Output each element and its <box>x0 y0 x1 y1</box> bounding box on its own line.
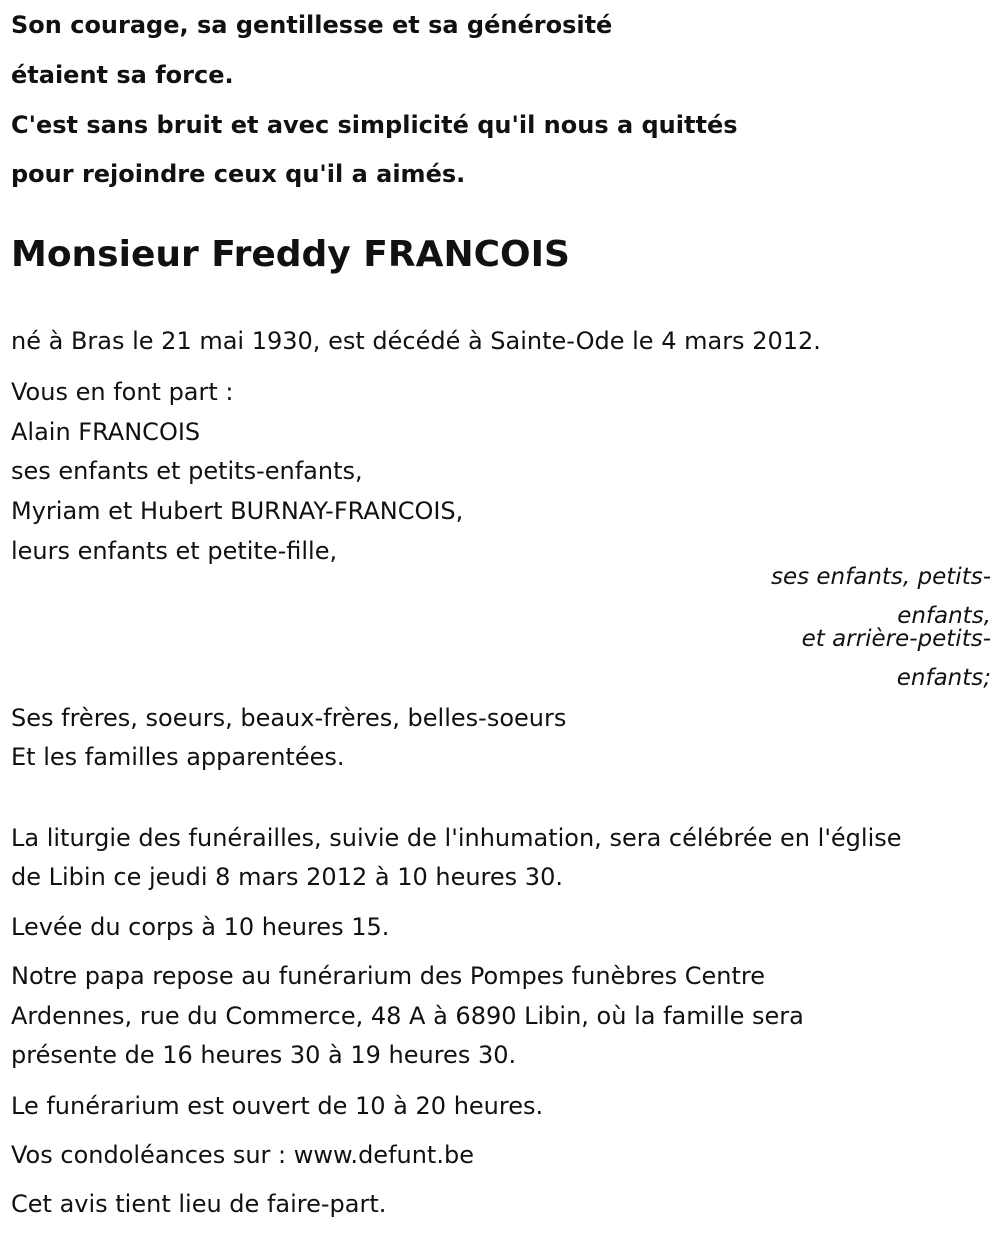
grandchildren-line: ses enfants, petits-enfants, <box>770 564 991 629</box>
great-grandchildren-line: et arrière-petits-enfants; <box>801 626 991 691</box>
announcer-line: ses enfants et petits-enfants, <box>11 457 363 485</box>
announcer-line: leurs enfants et petite-fille, <box>11 537 338 565</box>
closing-statement: Cet avis tient lieu de faire-part. <box>11 1190 387 1218</box>
funeral-line: de Libin ce jeudi 8 mars 2012 à 10 heures 30. <box>11 863 563 891</box>
birth-death-statement: né à Bras le 21 mai 1930, est décédé à Sainte-Ode le 4 mars 2012. <box>11 327 821 355</box>
epigraph-line: C'est sans bruit et avec simplicité qu'il nous a quittés <box>11 111 738 139</box>
opening-hours: Le funérarium est ouvert de 10 à 20 heures. <box>11 1092 544 1120</box>
relatives-line: Ses frères, soeurs, beaux-frères, belles-soeurs <box>11 704 567 732</box>
epigraph-line: étaient sa force. <box>11 61 234 89</box>
relatives-line: Et les familles apparentées. <box>11 743 345 771</box>
deceased-name: Monsieur Freddy FRANCOIS <box>11 234 570 275</box>
announcer-line: Alain FRANCOIS <box>11 418 201 446</box>
announcer-line: Myriam et Hubert BURNAY-FRANCOIS, <box>11 497 464 525</box>
funeral-home-line: Notre papa repose au funérarium des Pompes funèbres Centre <box>11 962 766 990</box>
announcers-intro: Vous en font part : <box>11 378 234 406</box>
funeral-home-line: Ardennes, rue du Commerce, 48 A à 6890 Libin, où la famille sera <box>11 1002 804 1030</box>
funeral-line: La liturgie des funérailles, suivie de l'inhumation, sera célébrée en l'église <box>11 824 902 852</box>
epigraph-line: pour rejoindre ceux qu'il a aimés. <box>11 160 466 188</box>
epigraph-line: Son courage, sa gentillesse et sa générosité <box>11 11 613 39</box>
condolences-info: Vos condoléances sur : www.defunt.be <box>11 1141 474 1169</box>
funeral-home-line: présente de 16 heures 30 à 19 heures 30. <box>11 1041 517 1069</box>
body-removal-time: Levée du corps à 10 heures 15. <box>11 913 390 941</box>
